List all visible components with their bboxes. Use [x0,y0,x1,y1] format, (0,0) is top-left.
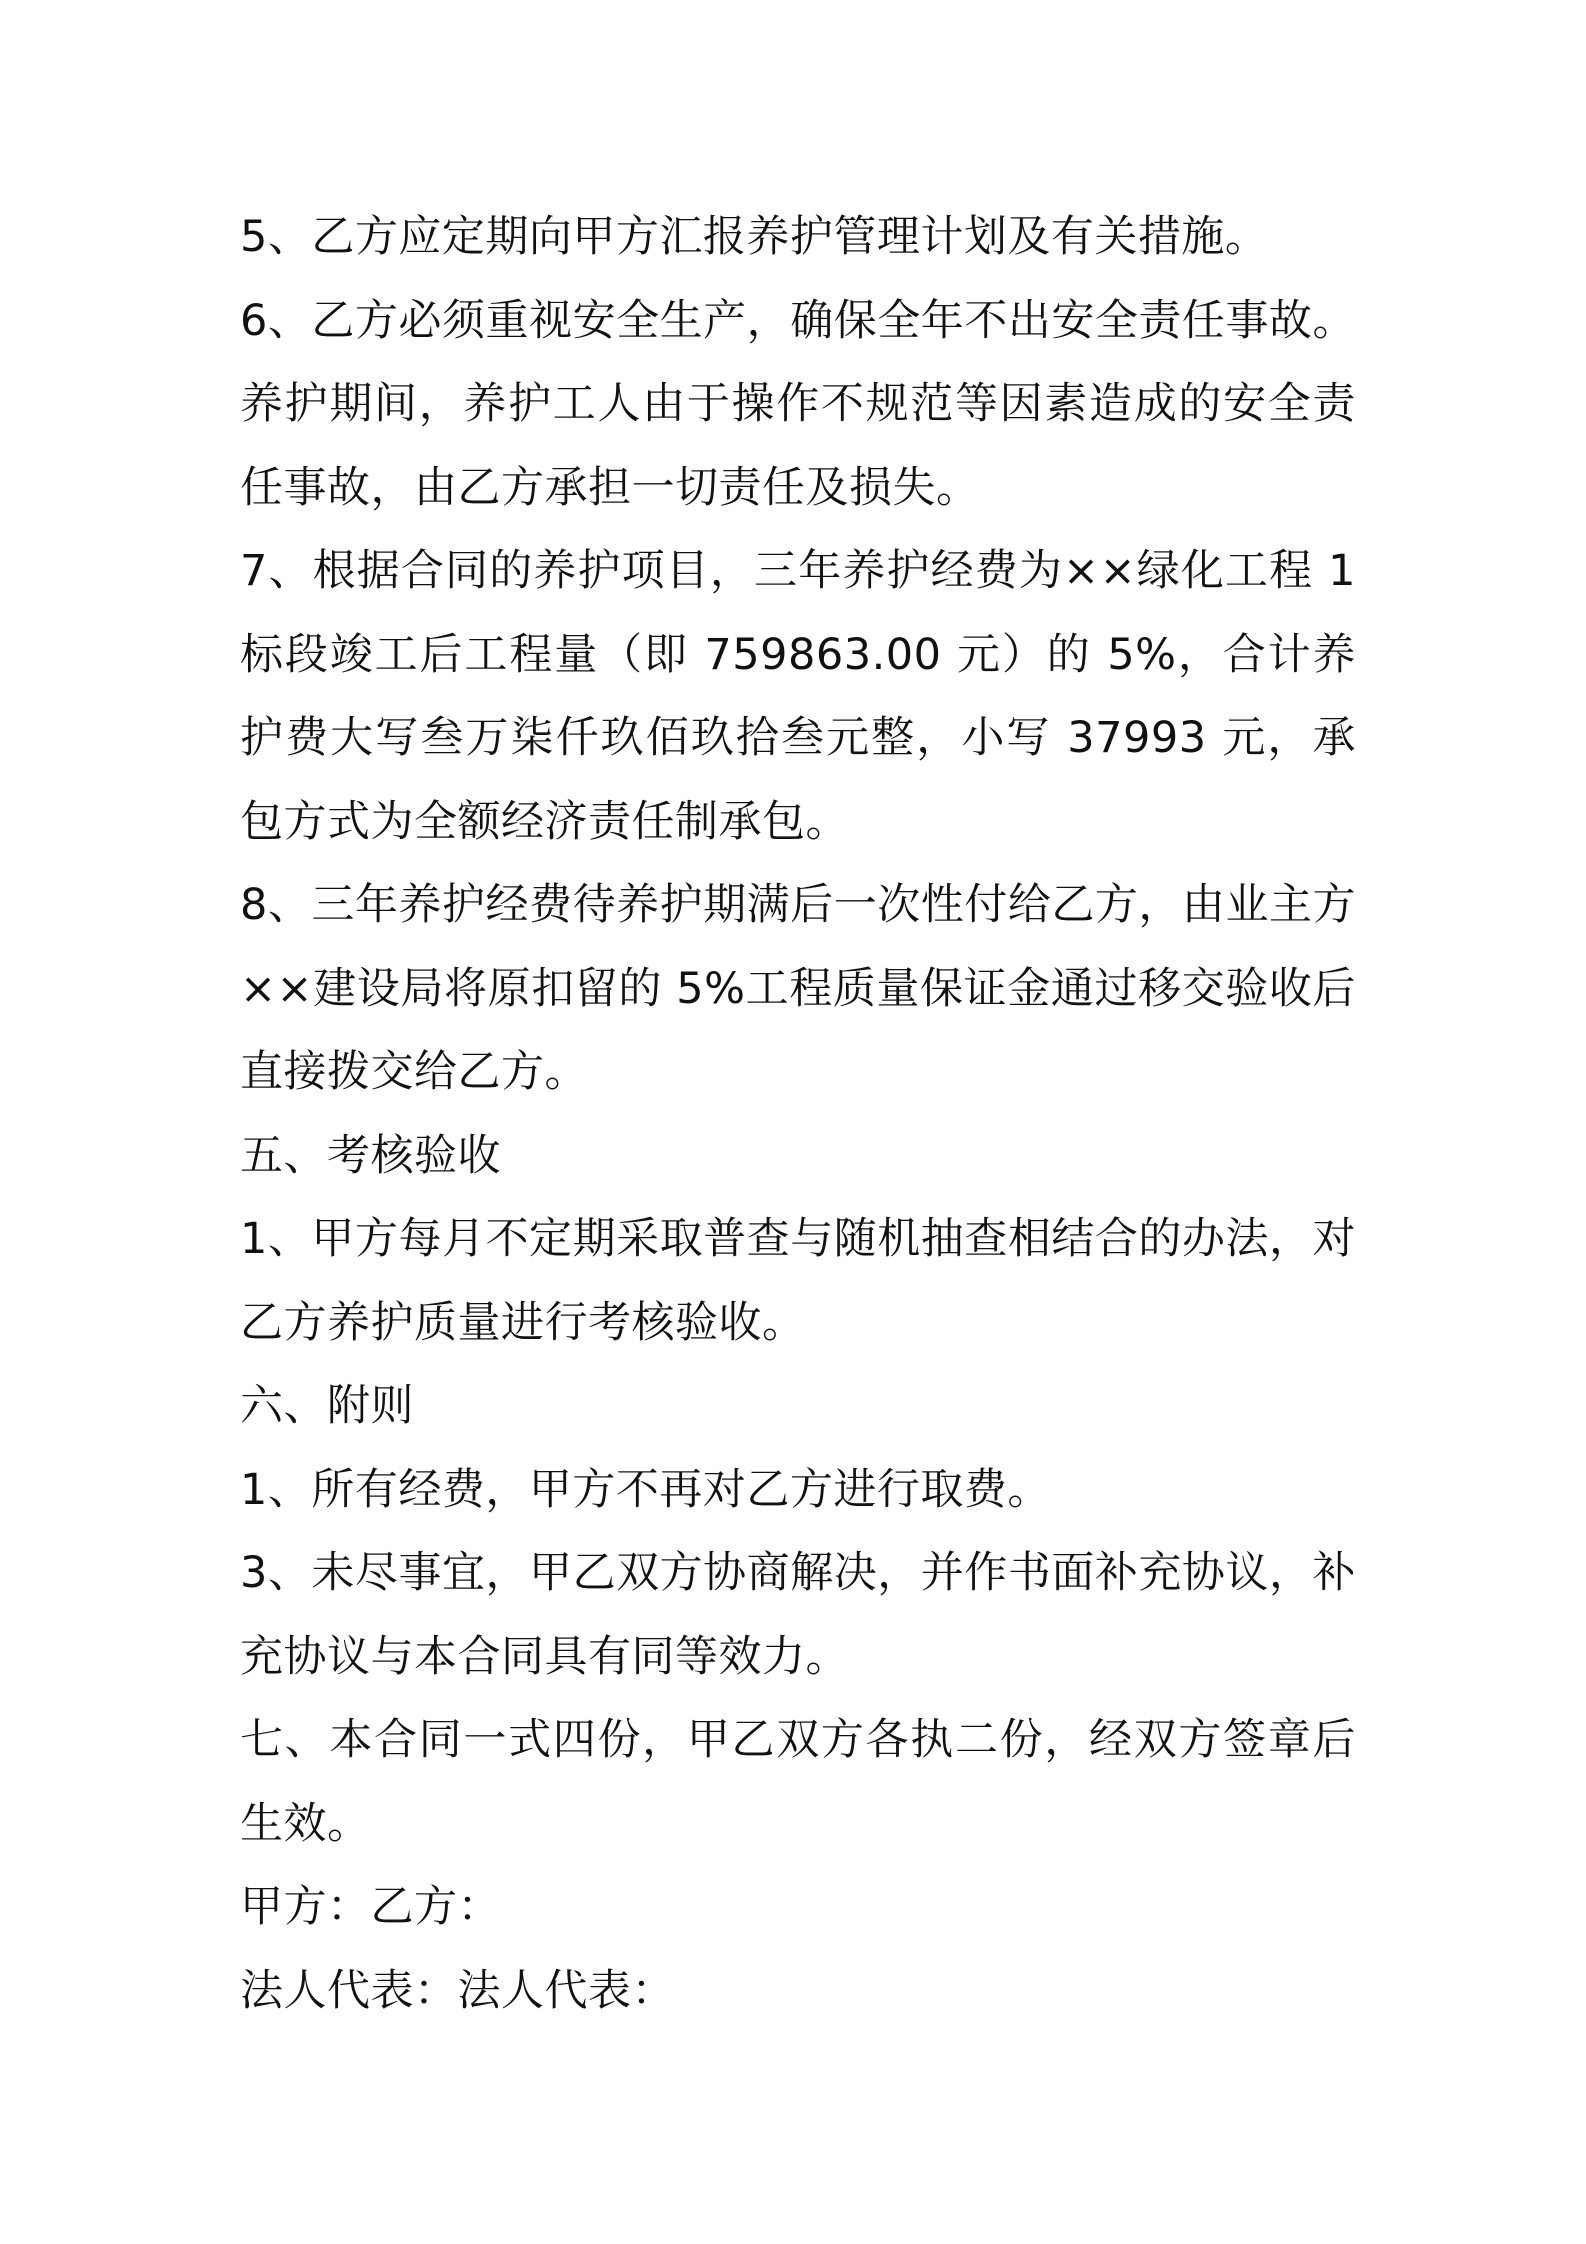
section-heading-acceptance: 五、考核验收 [240,1130,501,1181]
supplementary-clause-1: 1、所有经费，甲方不再对乙方进行取费。 [240,1464,1051,1515]
supplementary-clause-3: 3、未尽事宜，甲乙双方协商解决，并作书面补充协议，补充协议与本合同具有同等效力。 [240,1548,1356,1682]
clause-8-payment: 8、三年养护经费待养护期满后一次性付给乙方，由业主方××建设局将原扣留的 5%工程质量保证金通过移交验收后直接拨交给乙方。 [240,880,1356,1097]
section-heading-supplementary: 六、附则 [240,1381,414,1431]
acceptance-clause-1: 1、甲方每月不定期采取普查与随机抽查相结合的办法，对乙方养护质量进行考核验收。 [240,1214,1356,1348]
clause-5-report-plan: 5、乙方应定期向甲方汇报养护管理计划及有关措施。 [240,212,1269,262]
signature-legal-representatives: 法人代表：法人代表： [240,1965,675,2016]
signature-parties: 甲方：乙方： [240,1882,501,1932]
section-seven-copies: 七、本合同一式四份，甲乙双方各执二份，经双方签章后生效。 [240,1715,1356,1849]
clause-6-safety: 6、乙方必须重视安全生产，确保全年不出安全责任事故。养护期间，养护工人由于操作不规范等因素造成的安全责任事故，由乙方承担一切责任及损失。 [240,295,1356,513]
clause-7-maintenance-fee: 7、根据合同的养护项目，三年养护经费为××绿化工程 1 标段竣工后工程量（即 759863.00 元）的 5%，合计养护费大写叁万柒仟玖佰玖拾叁元整，小写 37993 元，承包方式为全额经济责任制承包。 [240,546,1356,847]
document-body [240,196,1356,2033]
